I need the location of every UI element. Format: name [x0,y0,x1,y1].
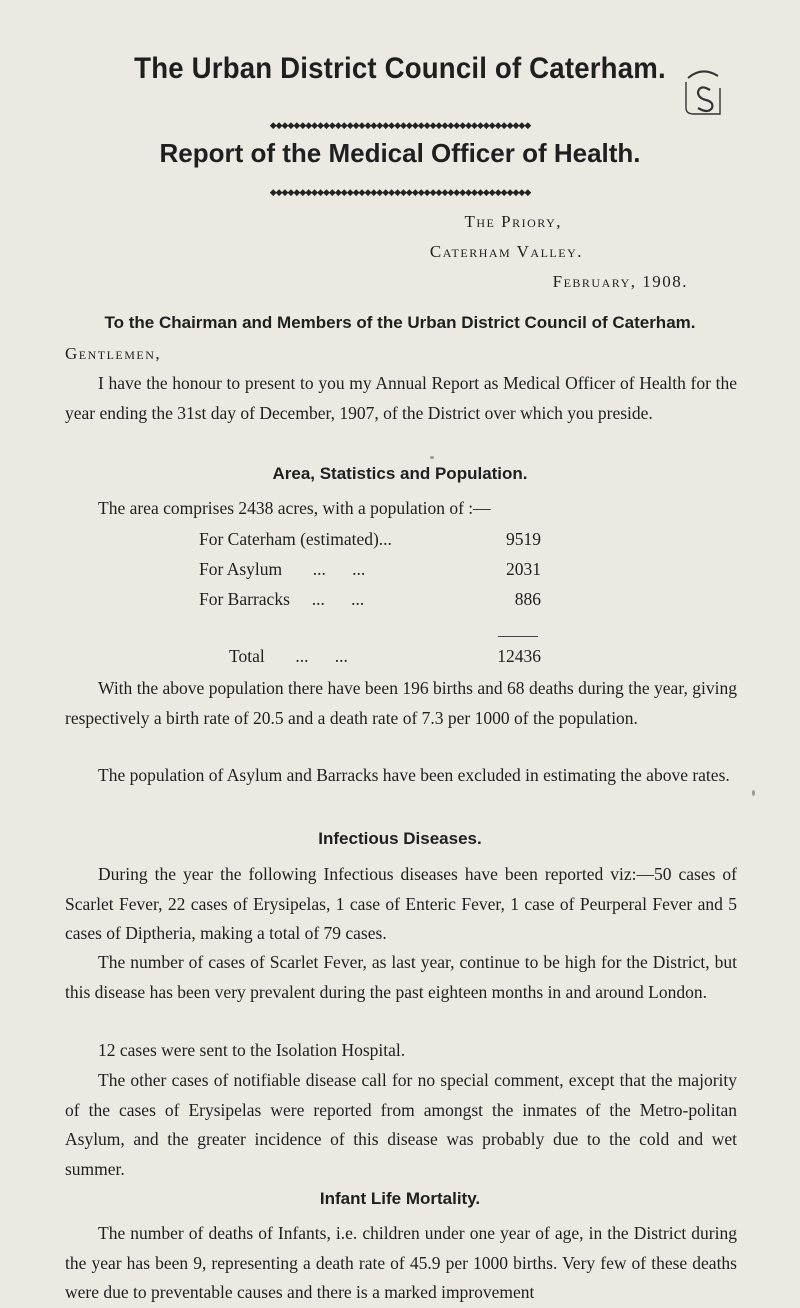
infectious-paragraph-2: The number of cases of Scarlet Fever, as last year, continue to be high for the District, but this disease has been very prevalent during the past eighteen months in and around London. [65,952,737,1002]
total-value: 12436 [497,646,541,666]
population-row-asylum [0,559,800,587]
paper-speck [752,790,755,796]
population-row-total [0,646,800,674]
area-section-heading: Area, Statistics and Population. [272,464,528,483]
address-line-2: Caterham Valley. [429,242,583,261]
population-label: For Asylum ... ... [199,559,366,579]
exclusion-paragraph: The population of Asylum and Barracks have been excluded in estimating the above rates. [98,765,730,785]
total-label: Total ... ... [229,646,348,666]
area-intro: The area comprises 2438 acres, with a population of :— [98,498,491,518]
population-value: 9519 [506,529,541,549]
greeting: Gentlemen, [65,344,162,363]
population-value: 886 [514,589,541,609]
infant-section-heading: Infant Life Mortality. [319,1189,481,1208]
ornament-divider-top: ◆◆◆◆◆◆◆◆◆◆◆◆◆◆◆◆◆◆◆◆◆◆◆◆◆◆◆◆◆◆◆◆◆◆◆◆◆◆◆◆◆◆◆◆ [269,120,531,130]
population-row-barracks [0,589,800,617]
report-date: February, 1908. [552,272,688,291]
infant-paragraph: The number of deaths of Infants, i.e. children under one year of age, in the District during the year has been 9, representing a death rate of 45.9 per 1000 births. Very few of these deaths were due to preventable causes and there is a marked improvement [65,1223,737,1302]
infectious-paragraph-1: During the year the following Infectious diseases have been reported viz:—50 cases of Scarlet Fever, 22 cases of Erysipelas, 1 case of Enteric Fever, 1 case of Peurperal Fever and 5 cases of Diptheria, making a total of 79 cases. [65,864,737,943]
population-label: For Caterham (estimated)... [199,529,392,549]
rates-paragraph: With the above population there have been 196 births and 68 deaths during the year, giving respectively a birth rate of 20.5 and a death rate of 7.3 per 1000 of the population. [65,678,737,728]
infectious-paragraph-3: 12 cases were sent to the Isolation Hospital. [98,1040,406,1060]
population-value: 2031 [506,559,541,579]
council-title: The Urban District Council of Caterham. [134,52,666,85]
ornament-divider-bottom: ◆◆◆◆◆◆◆◆◆◆◆◆◆◆◆◆◆◆◆◆◆◆◆◆◆◆◆◆◆◆◆◆◆◆◆◆◆◆◆◆◆◆◆◆ [269,187,531,197]
total-rule [498,636,538,637]
intro-paragraph: I have the honour to present to you my Annual Report as Medical Officer of Health for the year ending the 31st day of December, 1907, of the District over which you preside. [65,373,737,423]
population-row-caterham [0,529,800,557]
address-line-1: The Priory, [464,212,562,231]
infectious-paragraph-4: The other cases of notifiable disease call for no special comment, except that the majority of the cases of Erysipelas were reported from amongst the inmates of the Metro-politan Asylum, and the greater incidence of this disease was probably due to the cold and wet summer. [65,1070,737,1179]
report-title: Report of the Medical Officer of Health. [159,138,641,168]
paper-speck [430,456,434,459]
library-stamp-mark [678,68,728,116]
infectious-section-heading: Infectious Diseases. [318,829,482,848]
addressee-line: To the Chairman and Members of the Urban District Council of Caterham. [104,313,696,332]
population-label: For Barracks ... ... [199,589,365,609]
